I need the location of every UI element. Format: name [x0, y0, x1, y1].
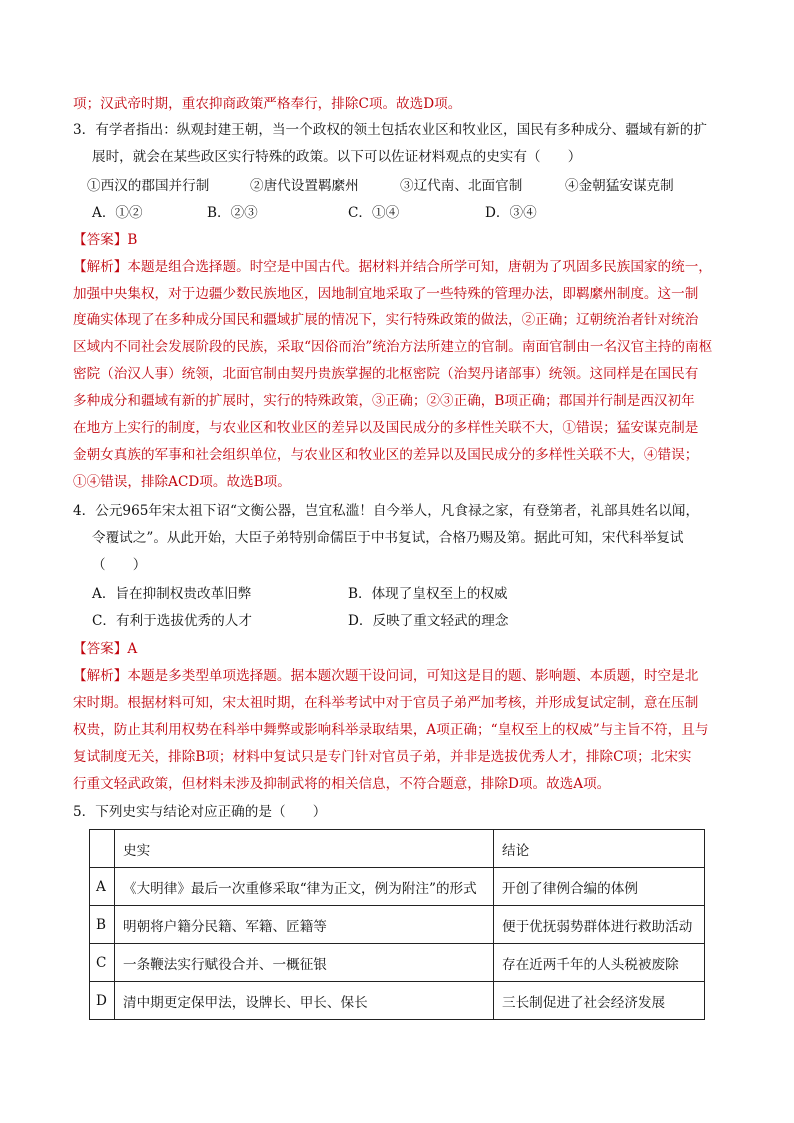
analysis-tag: 【解析】: [73, 259, 128, 275]
q3-analysis-line5: 密院（治汉人事）统领，北面官制由契丹贵族掌握的北枢密院（治契丹诸部事）统领。这同样是在国民有: [73, 366, 699, 382]
q3-analysis-line7: 在地方上实行的制度，与农业区和牧业区的差异以及国民成分的多样性关联不大，①错误；猛安谋克制是: [73, 420, 699, 436]
q3-item-3: ③辽代南、北面官制: [400, 178, 523, 194]
answer-tag: 【答案】: [73, 232, 128, 248]
q3-analysis-line3: 度确实体现了在多种成分国民和疆域扩展的情况下，实行特殊政策的做法，②正确；辽朝统治者针对统治: [73, 312, 699, 328]
q3-item-2: ②唐代设置羁縻州: [250, 178, 359, 194]
q4-option-a: A．旨在抑制权贵改革旧弊: [92, 586, 252, 602]
q3-stem-line1: 3．有学者指出：纵观封建王朝，当一个政权的领土包括农业区和牧业区，国民有多种成分、疆域有新的扩: [73, 122, 707, 138]
q3-option-c: C．①④: [348, 205, 400, 221]
header-cell-conclusion: 结论: [494, 830, 705, 868]
q3-option-b: B．②③: [207, 205, 258, 221]
row-conclusion: 开创了律例合编的体例: [494, 868, 705, 906]
row-fact: 《大明律》最后一次重修采取“律为正文，例为附注”的形式: [115, 868, 494, 906]
answer-tag: 【答案】: [73, 641, 128, 657]
table-row: [90, 868, 705, 906]
q5-table: [89, 829, 705, 1020]
q3-item-4: ④金朝猛安谋克制: [565, 178, 674, 194]
table-row: [90, 982, 705, 1020]
q3-analysis-line2: 加强中央集权，对于边疆少数民族地区，因地制宜地采取了一些特殊的管理办法，即羁縻州制度。这一制: [73, 286, 699, 302]
q3-analysis-line9: ①④错误，排除ACD项。故选B项。: [73, 474, 291, 490]
q3-analysis-line4: 区域内不同社会发展阶段的民族，采取“因俗而治”统治方法所建立的官制。南面官制由一名汉官主持的南枢: [73, 339, 713, 355]
q4-option-c: C．有利于选拔优秀的人才: [92, 613, 252, 629]
q4-analysis-line2: 宋时期。根据材料可知，宋太祖时期，在科举考试中对于官员子弟严加考核，并形成复试定制，意在压制: [73, 695, 699, 711]
row-conclusion: 存在近两千年的人头税被废除: [494, 944, 705, 982]
analysis-tag: 【解析】: [73, 668, 128, 684]
q4-analysis-line3: 权贵，防止其利用权势在科举中舞弊或影响科举录取结果，A项正确；“皇权至上的权威”与主旨不符，且与: [73, 722, 709, 738]
q4-option-b: B．体现了皇权至上的权威: [348, 586, 508, 602]
q4-analysis-line4: 复试制度无关，排除B项；材料中复试只是专门针对官员子弟，并非是选拔优秀人才，排除C项；北宋实: [73, 749, 692, 765]
header-cell-fact: 史实: [115, 830, 494, 868]
q3-item-1: ①西汉的郡国并行制: [87, 178, 210, 194]
row-label: B: [90, 906, 115, 944]
row-fact: 清中期更定保甲法，设牌长、甲长、保长: [115, 982, 494, 1020]
q4-option-d: D．反映了重文轻武的理念: [348, 613, 509, 629]
row-fact: 明朝将户籍分民籍、军籍、匠籍等: [115, 906, 494, 944]
row-conclusion: 三长制促进了社会经济发展: [494, 982, 705, 1020]
row-label: C: [90, 944, 115, 982]
q3-analysis-line8: 金朝女真族的军事和社会组织单位，与农业区和牧业区的差异以及国民成分的多样性关联不大，④错误；: [73, 447, 699, 463]
analysis-text: 本题是多类型单项选择题。据本题次题干设问词，可知这是目的题、影响题、本质题，时空是北: [127, 668, 699, 684]
q3-option-d: D．③④: [485, 205, 537, 221]
header-cell-blank: [90, 830, 115, 868]
q3-analysis-line6: 多种成分和疆域有新的扩展时，实行的特殊政策，③正确；②③正确，B项正确；郡国并行制是西汉初年: [73, 393, 695, 409]
analysis-text: 本题是组合选择题。时空是中国古代。据材料并结合所学可知，唐朝为了巩固多民族国家的统一，: [127, 259, 712, 275]
row-conclusion: 便于优抚弱势群体进行救助活动: [494, 906, 705, 944]
answer-value: A: [127, 641, 138, 657]
table-header-row: [90, 830, 705, 868]
table-row: [90, 944, 705, 982]
q3-answer: [73, 231, 137, 249]
q4-stem-line3: （ ）: [92, 557, 147, 573]
q3-analysis-line1: [73, 258, 712, 276]
row-label: D: [90, 982, 115, 1020]
q4-answer: [73, 640, 137, 658]
q3-stem-line2: 展时，就会在某些政区实行特殊的政策。以下可以佐证材料观点的史实有（ ）: [92, 149, 582, 165]
answer-value: B: [127, 232, 138, 248]
q5-stem: 5．下列史实与结论对应正确的是（ ）: [73, 804, 327, 820]
q4-analysis-line5: 行重文轻武政策，但材料未涉及抑制武将的相关信息，不符合题意，排除D项。故选A项。: [73, 776, 611, 792]
row-fact: 一条鞭法实行赋役合并、一概征银: [115, 944, 494, 982]
table-row: [90, 906, 705, 944]
row-label: A: [90, 868, 115, 906]
q4-analysis-line1: [73, 667, 698, 685]
q3-option-a: A．①②: [92, 205, 143, 221]
q4-stem-line1: 4．公元965年宋太祖下诏“文衡公器，岂宜私滥！自今举人，凡食禄之家，有登第者，礼部具姓名以闻，: [73, 503, 700, 519]
prev-analysis-tail: 项；汉武帝时期，重农抑商政策严格奉行，排除C项。故选D项。: [73, 96, 462, 112]
q4-stem-line2: 令覆试之”。从此开始，大臣子弟特别命儒臣于中书复试，合格乃赐及第。据此可知，宋代科举复试: [92, 530, 684, 546]
